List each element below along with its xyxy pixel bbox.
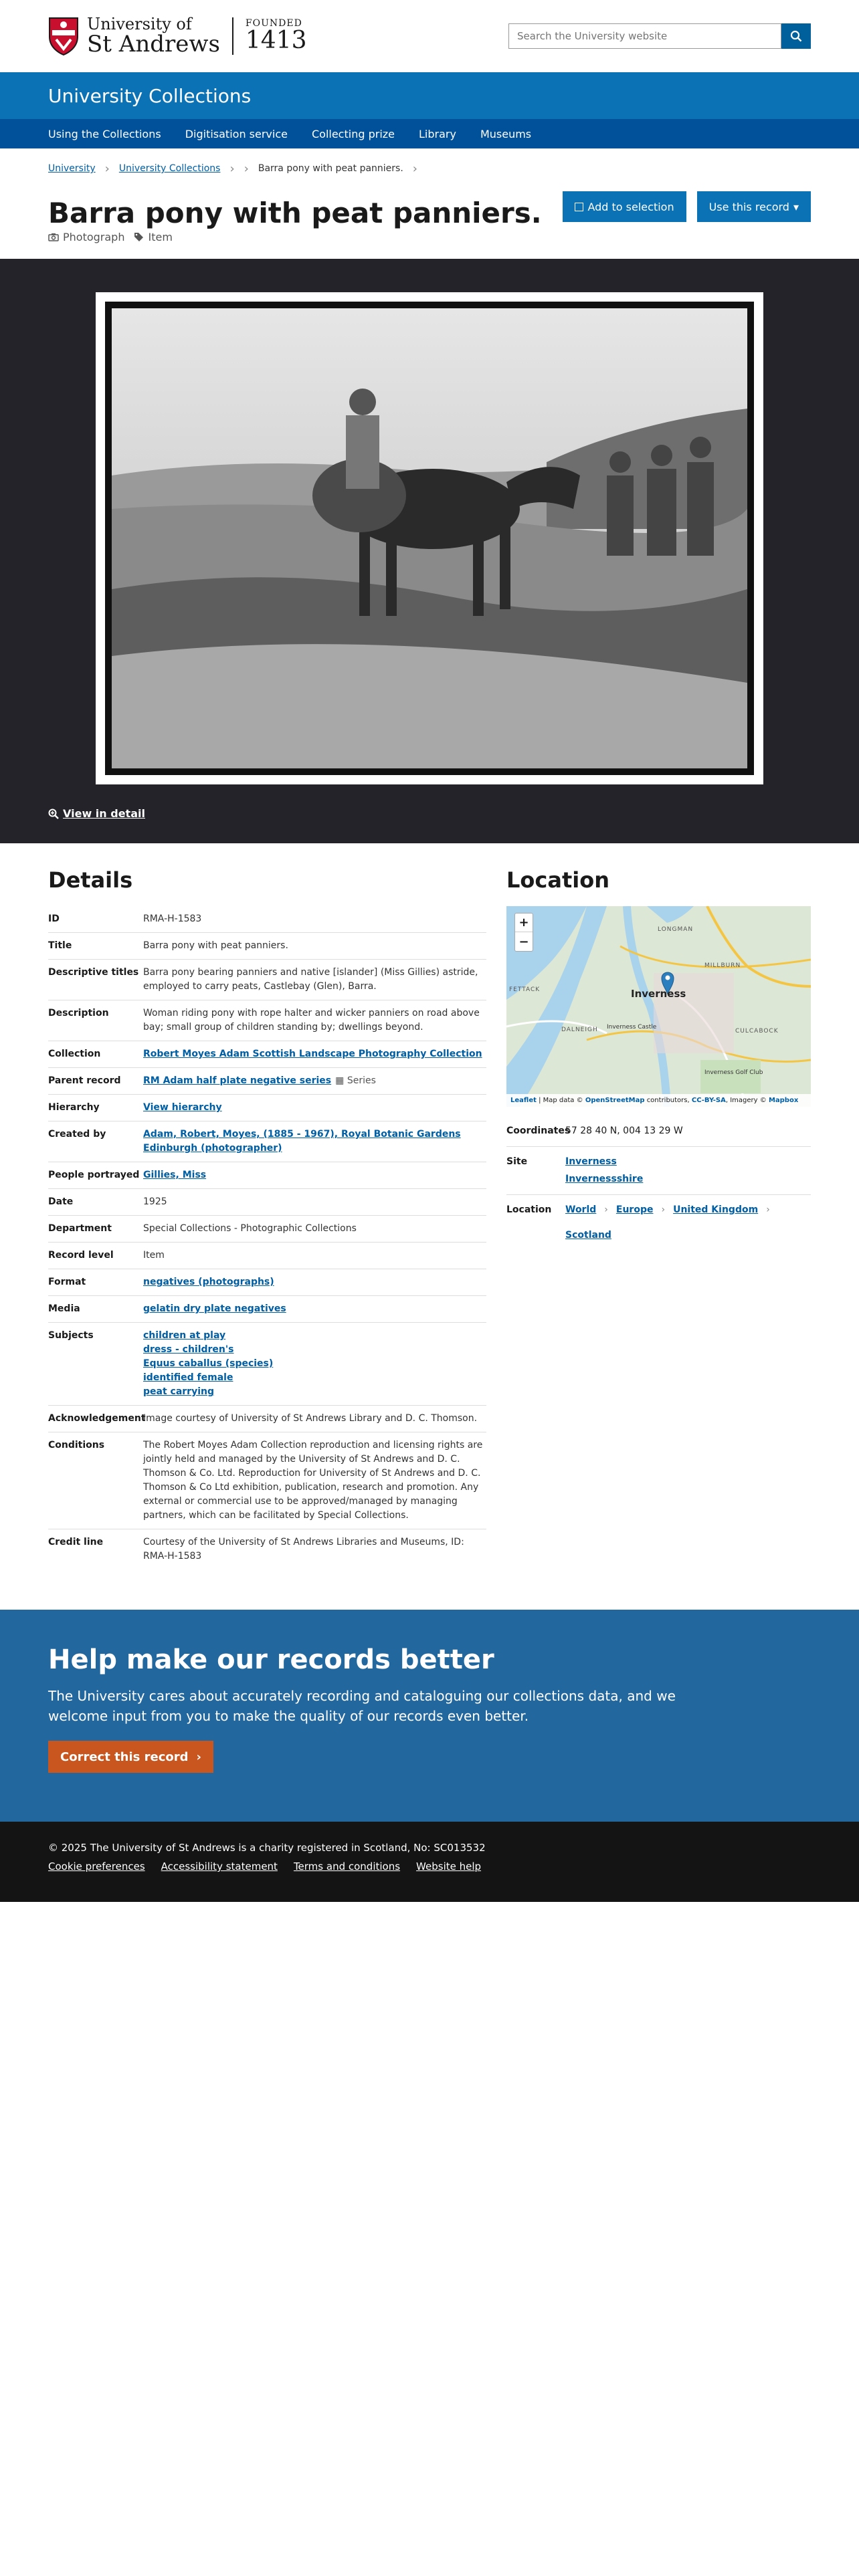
add-to-selection-label: Add to selection xyxy=(587,200,674,213)
detail-row-parent-record xyxy=(48,1068,486,1095)
detail-label: Created by xyxy=(48,1129,106,1140)
detail-value: Courtesy of the University of St Andrews Libraries and Museums, ID: RMA-H-1583 xyxy=(143,1537,464,1562)
media-link[interactable]: gelatin dry plate negatives xyxy=(143,1303,286,1314)
logo-divider xyxy=(232,17,233,55)
map-label-dalneigh: DALNEIGH xyxy=(561,1027,598,1033)
location-row-coordinates xyxy=(506,1116,811,1147)
title-section xyxy=(0,189,859,259)
detail-label: Subjects xyxy=(48,1330,94,1341)
attribution-text: contributors, xyxy=(646,1097,690,1104)
map-place-label: Inverness xyxy=(631,988,686,1000)
detail-label: Description xyxy=(48,1008,109,1018)
nav-using-collections[interactable]: Using the Collections xyxy=(48,127,161,140)
founded-label: FOUNDED xyxy=(245,17,302,29)
copyright: © 2025 The University of St Andrews is a charity registered in Scotland, No: SC013532 xyxy=(48,1842,486,1854)
location-row-location xyxy=(506,1195,811,1251)
detail-value: Woman riding pony with rope halter and wicker panniers on road above bay; small group of children standing by; dwellings beyond. xyxy=(143,1008,480,1033)
logo-line-2: St Andrews xyxy=(87,30,220,58)
coordinates-value: 57 28 40 N, 004 13 29 W xyxy=(565,1125,683,1136)
detail-label: Parent record xyxy=(48,1075,121,1086)
location-label: Coordinates xyxy=(506,1125,571,1136)
detail-label: People portrayed xyxy=(48,1170,140,1180)
details-panel xyxy=(48,867,486,1570)
location-link-world[interactable]: World xyxy=(565,1204,597,1215)
detail-value: 1925 xyxy=(143,1196,167,1207)
nav-museums[interactable]: Museums xyxy=(480,127,532,140)
founded-year: 1413 xyxy=(245,27,307,55)
chevron-right-icon: › xyxy=(229,161,235,176)
detail-row-department xyxy=(48,1216,486,1243)
detail-row-credit-line xyxy=(48,1529,486,1570)
detail-row-hierarchy xyxy=(48,1095,486,1121)
detail-label: Collection xyxy=(48,1049,101,1059)
site-footer xyxy=(0,1822,859,1902)
map-label-fettack: FETTACK xyxy=(509,986,541,993)
feedback-banner xyxy=(0,1610,859,1822)
detail-row-collection xyxy=(48,1041,486,1068)
detail-row-record-level xyxy=(48,1243,486,1269)
detail-label: Date xyxy=(48,1196,74,1207)
zoom-in-button[interactable]: + xyxy=(515,914,533,932)
use-this-record-label: Use this record xyxy=(708,200,789,213)
chevron-right-icon: › xyxy=(104,161,110,176)
detail-label: Hierarchy xyxy=(48,1102,100,1113)
location-panel xyxy=(506,867,811,1570)
map-label-longman: LONGMAN xyxy=(658,926,694,933)
site-title[interactable]: University Collections xyxy=(48,84,252,107)
site-link[interactable]: Invernessshire xyxy=(565,1174,644,1185)
map-label-golf-club: Inverness Golf Club xyxy=(704,1069,763,1076)
nav-digitisation[interactable]: Digitisation service xyxy=(185,127,288,140)
detail-row-conditions xyxy=(48,1432,486,1529)
crest-icon xyxy=(48,17,79,56)
detail-row-subjects xyxy=(48,1323,486,1406)
detail-row-format xyxy=(48,1269,486,1296)
tag-icon xyxy=(134,232,144,242)
detail-label: Record level xyxy=(48,1250,114,1261)
subject-link[interactable]: Equus caballus (species) xyxy=(143,1358,274,1369)
attribution-text: , Imagery © xyxy=(725,1097,767,1104)
detail-label: Media xyxy=(48,1303,80,1314)
breadcrumb-current: Barra pony with peat panniers. xyxy=(258,163,403,174)
zoom-in-icon xyxy=(48,809,59,819)
detail-label: Department xyxy=(48,1223,112,1234)
record-content xyxy=(0,843,859,1570)
caret-down-icon: ▾ xyxy=(793,200,799,213)
detail-value: Barra pony with peat panniers. xyxy=(143,940,288,951)
detail-label: Conditions xyxy=(48,1440,105,1451)
footer-accessibility-link[interactable]: Accessibility statement xyxy=(161,1860,278,1872)
photograph-image xyxy=(112,308,747,768)
format-link[interactable]: negatives (photographs) xyxy=(143,1277,274,1287)
feedback-heading: Help make our records better xyxy=(48,1644,494,1675)
creator-link[interactable]: Adam, Robert, Moyes, (1885 - 1967), Royal Botanic Gardens Edinburgh (photographer) xyxy=(143,1129,461,1154)
detail-label: Credit line xyxy=(48,1537,104,1547)
map-label-millburn: MILLBURN xyxy=(704,962,741,969)
detail-row-created-by xyxy=(48,1121,486,1162)
detail-value: Item xyxy=(143,1250,165,1261)
breadcrumb-university[interactable]: University xyxy=(48,163,96,174)
footer-terms-link[interactable]: Terms and conditions xyxy=(293,1860,401,1872)
leaflet-link[interactable]: Leaflet xyxy=(510,1097,537,1104)
detail-value: RMA-H-1583 xyxy=(143,914,202,924)
site-title-bar xyxy=(0,72,859,119)
chevron-right-icon: › xyxy=(412,161,417,176)
subject-link[interactable]: children at play xyxy=(143,1330,226,1341)
detail-label: Format xyxy=(48,1277,86,1287)
type-photograph xyxy=(48,231,124,243)
nav-collecting-prize[interactable]: Collecting prize xyxy=(311,127,395,140)
record-image[interactable] xyxy=(96,292,763,784)
site-header xyxy=(0,0,859,72)
camera-icon xyxy=(48,233,59,241)
subject-link[interactable]: dress - children's xyxy=(143,1344,234,1355)
location-label: Location xyxy=(506,1204,552,1215)
site-search xyxy=(508,23,811,49)
chevron-right-icon: › xyxy=(661,1204,666,1215)
zoom-controls xyxy=(514,913,533,952)
breadcrumb xyxy=(0,148,859,189)
chevron-right-icon: › xyxy=(766,1204,770,1215)
subject-link[interactable]: identified female xyxy=(143,1372,233,1383)
detail-row-date xyxy=(48,1189,486,1216)
location-link-europe[interactable]: Europe xyxy=(615,1204,654,1215)
logo-line-1: University of xyxy=(87,14,192,33)
location-heading: Location xyxy=(506,867,609,893)
detail-label: Acknowledgement xyxy=(48,1413,146,1424)
collection-link[interactable]: Robert Moyes Adam Scottish Landscape Photography Collection xyxy=(143,1049,482,1059)
detail-row-title xyxy=(48,933,486,960)
correct-record-label: Correct this record xyxy=(60,1749,189,1764)
detail-row-description xyxy=(48,1000,486,1041)
type-item-label: Item xyxy=(148,231,173,243)
detail-value: Barra pony bearing panniers and native [islander] (Miss Gillies) astride, employed to carry peats, Castlebay (Glen), Barra. xyxy=(143,967,478,992)
detail-row-media xyxy=(48,1296,486,1323)
type-item xyxy=(134,231,172,243)
location-link-scotland[interactable]: Scotland xyxy=(565,1230,611,1241)
detail-row-id xyxy=(48,906,486,933)
view-hierarchy-link[interactable]: View hierarchy xyxy=(143,1102,222,1113)
person-link[interactable]: Gillies, Miss xyxy=(143,1170,207,1180)
detail-row-descriptive-titles xyxy=(48,960,486,1000)
detail-value: The Robert Moyes Adam Collection reproduction and licensing rights are jointly held and managed by the University of St Andrews and D. C. Thomson & Co. Ltd. Reproduction for University of St Andrews and D. C. Thomson & Co Ltd exhibition, publication, research and promotion. Any external or commercial use to be approved/managed by managing partners, which can be facilitated by Special Collections. xyxy=(143,1440,483,1521)
detail-label: Descriptive titles xyxy=(48,967,139,978)
location-row-site xyxy=(506,1147,811,1195)
add-to-selection-button[interactable] xyxy=(563,191,686,222)
search-button[interactable] xyxy=(781,23,811,49)
map-attribution xyxy=(506,1094,811,1107)
breadcrumb-collections[interactable]: University Collections xyxy=(118,163,221,174)
grid-icon: ▦ xyxy=(335,1075,345,1086)
detail-label: ID xyxy=(48,914,60,924)
series-badge xyxy=(335,1075,376,1086)
footer-help-link[interactable]: Website help xyxy=(416,1860,482,1872)
view-in-detail-link[interactable] xyxy=(48,807,145,820)
detail-label: Title xyxy=(48,940,72,951)
mapbox-link[interactable]: Mapbox xyxy=(768,1097,799,1104)
view-in-detail-label: View in detail xyxy=(63,807,145,820)
chevron-right-icon: › xyxy=(244,161,249,176)
correct-record-button[interactable] xyxy=(48,1741,213,1773)
detail-value: Image courtesy of University of St Andrews Library and D. C. Thomson. xyxy=(143,1413,478,1424)
map-label-culcabock: CULCABOCK xyxy=(735,1028,779,1035)
main-nav xyxy=(0,119,859,148)
parent-record-link[interactable]: RM Adam half plate negative series xyxy=(143,1075,332,1086)
search-icon xyxy=(790,30,802,42)
checkbox-icon xyxy=(575,203,583,211)
use-this-record-button[interactable] xyxy=(697,191,811,222)
page-title: Barra pony with peat panniers. xyxy=(48,197,542,229)
series-label: Series xyxy=(347,1075,376,1086)
location-link-uk[interactable]: United Kingdom xyxy=(673,1204,759,1215)
footer-cookie-link[interactable]: Cookie preferences xyxy=(48,1860,145,1872)
details-heading: Details xyxy=(48,867,133,893)
type-photograph-label: Photograph xyxy=(63,231,125,243)
location-map[interactable] xyxy=(506,906,811,1107)
detail-row-acknowledgement xyxy=(48,1406,486,1432)
detail-value: Special Collections - Photographic Collections xyxy=(143,1223,357,1234)
osm-link[interactable]: OpenStreetMap xyxy=(585,1097,645,1104)
university-logo[interactable] xyxy=(48,16,307,57)
subject-link[interactable]: peat carrying xyxy=(143,1386,214,1397)
detail-row-people-portrayed xyxy=(48,1162,486,1189)
location-label: Site xyxy=(506,1156,528,1167)
nav-library[interactable]: Library xyxy=(419,127,456,140)
zoom-out-button[interactable]: − xyxy=(518,934,529,949)
chevron-right-icon: › xyxy=(604,1204,608,1215)
chevron-right-icon: › xyxy=(196,1749,201,1764)
cc-link[interactable]: CC-BY-SA xyxy=(691,1097,726,1104)
map-label-castle: Inverness Castle xyxy=(607,1024,657,1031)
feedback-text: The University cares about accurately recording and cataloguing our collections data, and we welcome input from you to make the quality of our records even better. xyxy=(48,1688,676,1724)
map-tiles xyxy=(506,906,811,1107)
attribution-text: | Map data © xyxy=(539,1097,583,1104)
search-input[interactable] xyxy=(508,23,781,49)
site-link[interactable]: Inverness xyxy=(565,1156,617,1167)
image-viewer xyxy=(0,259,859,843)
